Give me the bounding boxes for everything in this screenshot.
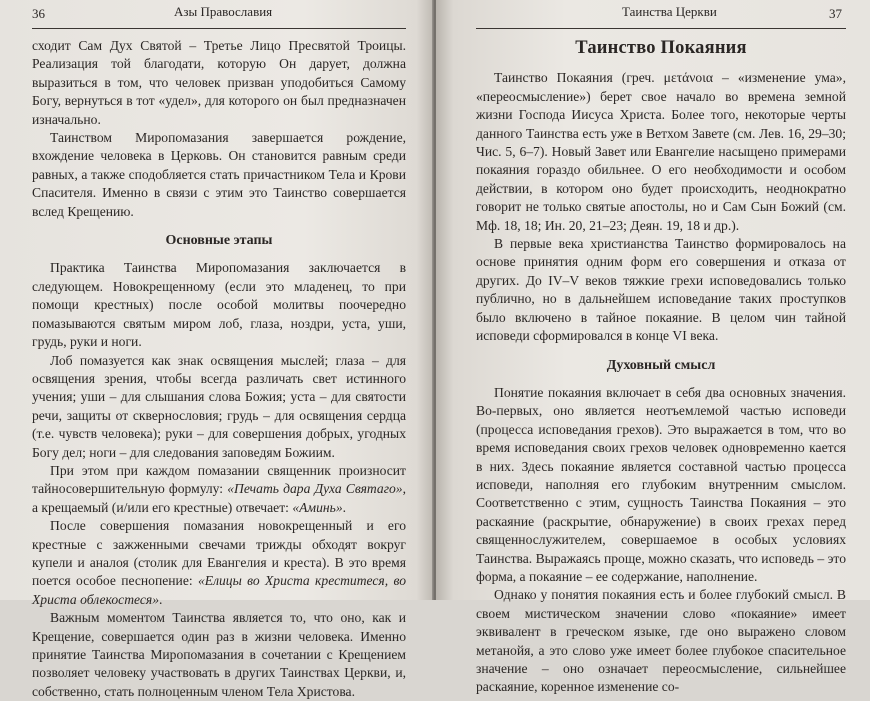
paragraph-deeper-meaning: Однако у понятия покаяния есть и более глубокий смысл. В своем мистическом значении слово «покаяние» имеет эквивалент в греческом языке, где оно выражено словом метанойя, а это слово уже имеет более глубокое спасительное значение – оно означает переосмысление, сильнейшее раскаяние, коренное изменение со- bbox=[476, 587, 846, 695]
paragraph-history: В первые века христианства Таинство формировалось на основе принятия одним форм его совершения и отказа от других. До IV–V веков тяжкие грехи исповедовались только публично, но в дальнейшем исповедание таких проступков было включено в тайное покаяние. В целом чин тайной исповеди сформировался в конце VI века. bbox=[476, 236, 846, 344]
formula-text-pre: При этом при каждом помазании священник произносит тайносовершительную формулу: bbox=[32, 462, 406, 497]
right-body bbox=[476, 39, 846, 697]
procession-hymn: «Елицы во Христа креститеся, во Христа облекостеся» bbox=[32, 573, 406, 607]
formula-quote: «Печать дара Духа Святаго» bbox=[227, 481, 403, 497]
left-body bbox=[32, 37, 406, 701]
right-page bbox=[436, 0, 870, 695]
paragraph-completion: Таинством Миропомазания завершается рождение, вхождение человека в Церковь. Он становится равным среди равных, а также сподобляется стать причастником Тела и Крови Спасителя. Именно в связи с этим это Таинство совершается вслед Крещению. bbox=[32, 130, 406, 219]
paragraph-intro: сходит Сам Дух Святой – Третье Лицо Пресвятой Троицы. Реализация той благодати, которую Он дарует, должна выразиться в том, что человек призван уподобиться Самому Богу, вернуться в тот «удел», для которого он был предназначен изначально. bbox=[32, 38, 406, 127]
paragraph-formula bbox=[32, 462, 406, 517]
paragraph-definition: Таинство Покаяния (греч. μετάνοια – «изменение ума», «переосмысление») берет свое начало во времена земной жизни Господа Иисуса Христа. Более того, некоторые черты данного Таинства есть уже в Ветхом Завете (см. Лев. 16, 29–30; Чис. 5, 6–7). Новый Завет или Евангелие насыщено примерами покаяния гораздо обильнее. О его необходимости и особом действии, в котором оно будет происходить, неоднократно говорит не только святые апостолы, но и Сам Сын Божий (см. Мф. 18, 18; Ин. 20, 21–23; Деян. 19, 18 и др.). bbox=[476, 70, 846, 233]
right-running-title: Таинства Церкви bbox=[622, 4, 717, 19]
paragraph-stages-practice: Практика Таинства Миропомазания заключается в следующем. Новокрещенному (если это младенец, то при помощи крестных) после особой молитвы поочередно помазываются святым миром лоб, глаза, ноздри, уста, уши, грудь, руки и ноги. bbox=[32, 260, 406, 350]
paragraph-stages-anointing: Лоб помазуется как знак освящения мыслей; глаза – для освящения зрения, чтобы всегда различать свет истинного учения; уши – для слышания слова Божия; уста – для святости речи, защиты от сквернословия; грудь – для освящения сердца (т.е. чувств человека); руки – для совершения добрых, угодных Богу дел; ноги – для следования заповедям Божиим. bbox=[32, 352, 406, 460]
paragraph-meaning: Понятие покаяния включает в себя два основных значения. Во-первых, оно является неотъемлемой частью исповеди (процесса исповедания грехов). Это выражается в том, что во время исповедания своих грехов человек одновременно кается в них. Здесь покаяние является составной частью процесса исповеди, наполняя его глубоким внутренним смыслом. Соответственно с этим, сущность Таинства Покаяния – это раскаяние (раскрытие, обнаружение) в своих грехах перед священнослужителем, совершаемое в особых условиях Таинства. Выражаясь проще, можно сказать, что исповедь – это форма, а покаяние – ее содержание, наполнение. bbox=[476, 384, 846, 584]
left-page-number: 36 bbox=[32, 6, 45, 21]
right-page-number: 37 bbox=[829, 6, 842, 21]
chapter-title: Таинство Покаяния bbox=[575, 38, 747, 58]
paragraph-final: Важным моментом Таинства является то, что оно, как и Крещение, совершается один раз в жизни человека. Именно принятие Таинства Миропомазания в сочетании с Крещением позволяет человеку участвовать в других Таинствах Церкви, и, собственно, стать полноценным членом Тела Христова. bbox=[32, 610, 406, 699]
right-running-head bbox=[476, 0, 846, 29]
formula-text-end: . bbox=[342, 499, 347, 515]
paragraph-procession bbox=[32, 517, 406, 609]
left-running-head bbox=[32, 0, 406, 29]
left-running-title: Азы Православия bbox=[174, 4, 273, 19]
procession-text-end: . bbox=[159, 591, 163, 607]
formula-amen: «Аминь» bbox=[292, 499, 343, 515]
heading-main-stages: Основные этапы bbox=[165, 233, 273, 249]
left-page bbox=[0, 0, 434, 699]
formula-text-mid: , а крещаемый (и/или его крестные) отвечает: bbox=[32, 481, 407, 515]
heading-spiritual-meaning: Духовный смысл bbox=[606, 357, 716, 373]
procession-text-pre: После совершения помазания новокрещенный и его крестные с зажженными свечами трижды обходят вокруг купели и аналоя (столик для Евангелия и креста). В это время поется особое песнопение: bbox=[32, 518, 406, 589]
